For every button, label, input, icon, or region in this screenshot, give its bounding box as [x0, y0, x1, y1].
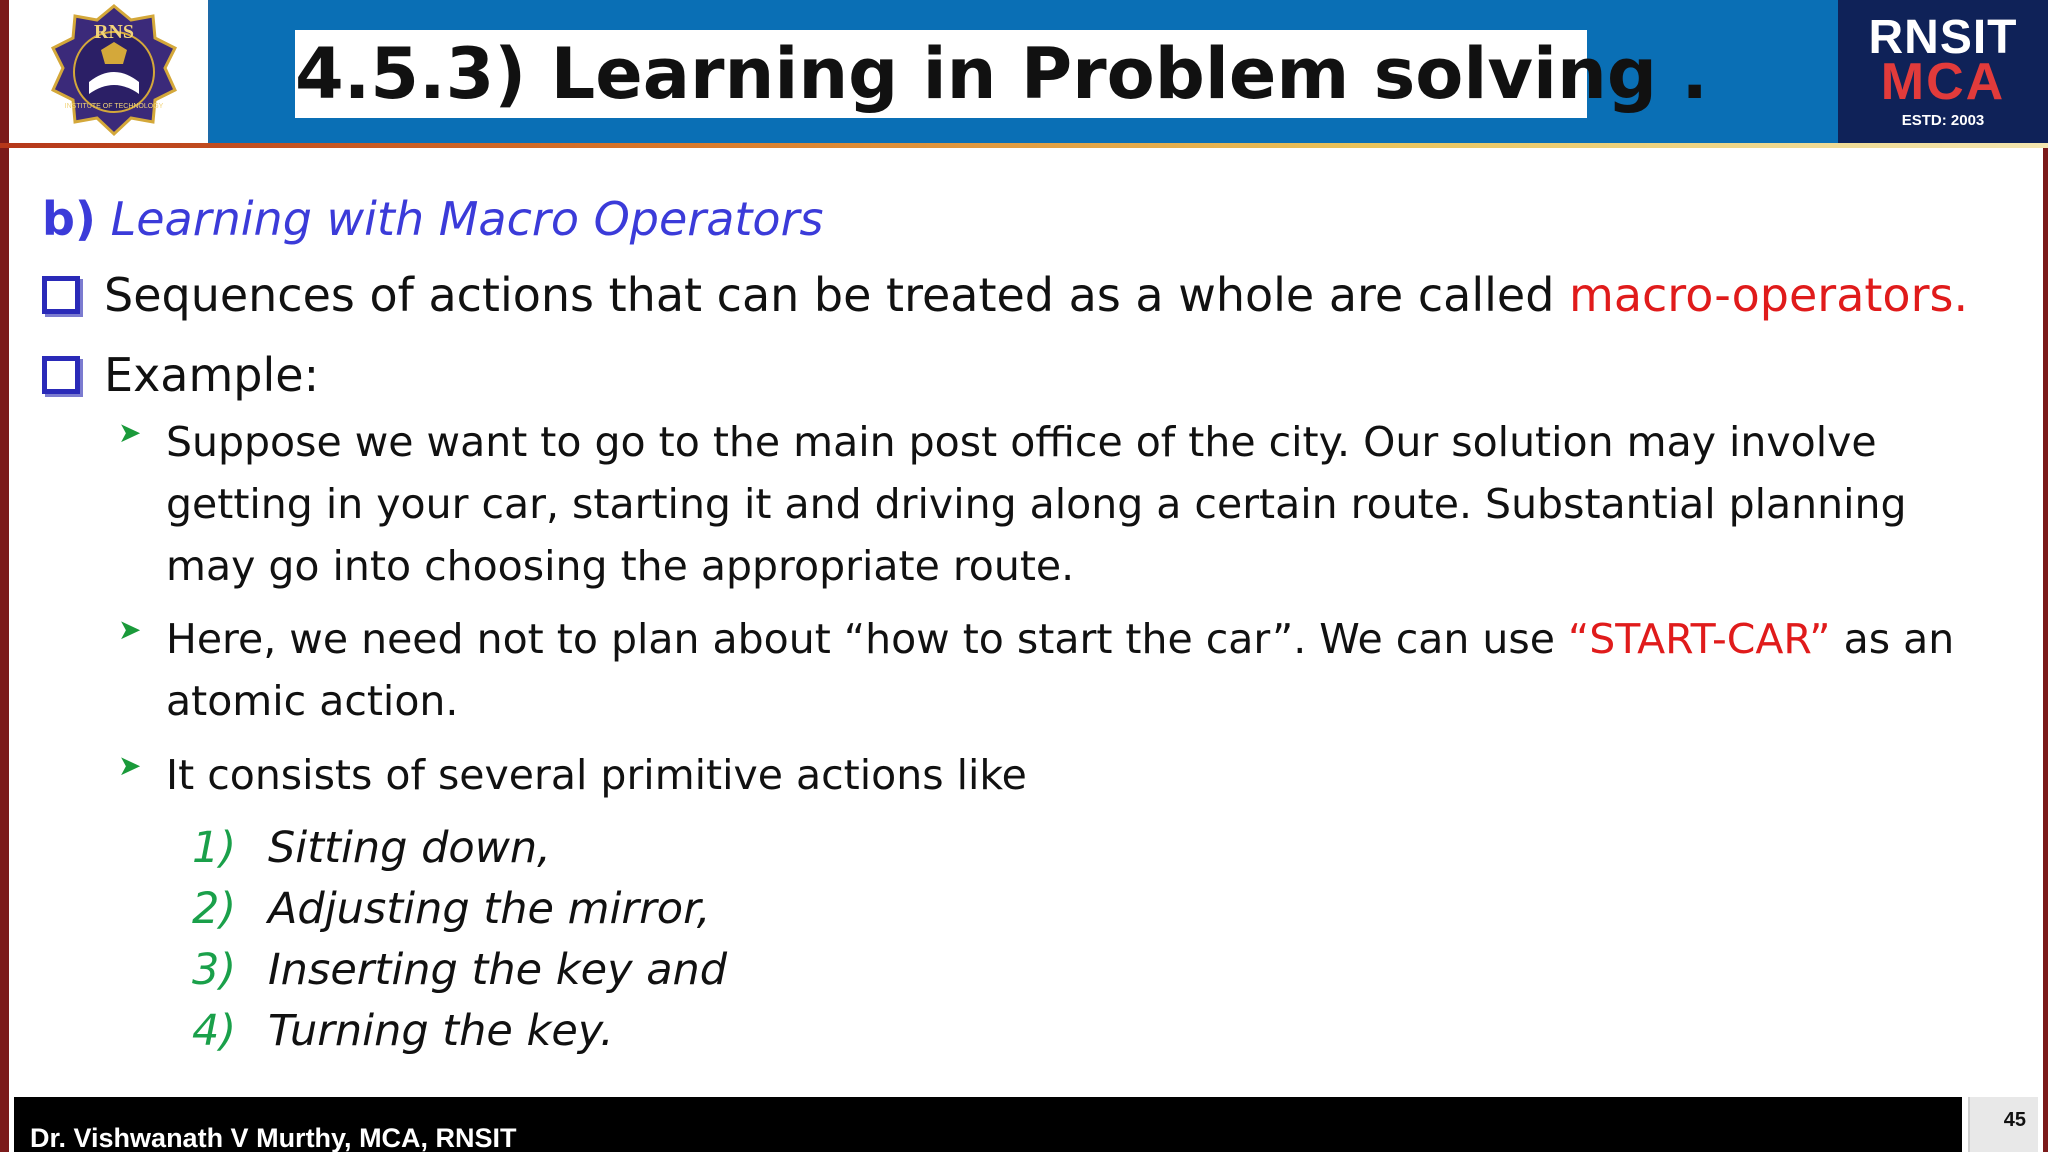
- list-number: 4): [192, 1006, 237, 1056]
- footer-author: Dr. Vishwanath V Murthy, MCA, RNSIT: [30, 1123, 517, 1153]
- page-number: 45: [2003, 1109, 2026, 1131]
- brand-line2: MCA: [1880, 53, 2006, 111]
- sub-bullet-text: Here, we need not to plan about “how to start the car”. We can use: [166, 615, 1568, 663]
- brand-line1: RNSIT: [1868, 11, 2018, 64]
- sub-bullet: [118, 411, 1978, 597]
- numbered-list: [192, 818, 727, 1062]
- bullet-highlight: macro-operators.: [1569, 268, 1969, 322]
- header-divider: [0, 143, 2048, 148]
- sub-bullet-line: getting in your car, starting it and driving along a certain route. Substantial planning: [166, 480, 1907, 528]
- svg-text:RNS: RNS: [93, 21, 135, 43]
- sub-bullet-highlight: “START-CAR”: [1568, 615, 1831, 663]
- section-title: Learning with Macro Operators: [110, 192, 824, 246]
- sub-bullet-text: as an: [1830, 615, 1955, 663]
- arrow-icon: ➤: [118, 416, 142, 449]
- list-item: [192, 1001, 727, 1062]
- right-border: [2043, 0, 2048, 1152]
- rns-seal-icon: [39, 2, 189, 140]
- sub-bullet-line: Suppose we want to go to the main post office of the city. Our solution may involve: [166, 418, 1877, 466]
- institute-logo: [9, 0, 210, 143]
- svg-text:INSTITUTE OF TECHNOLOGY: INSTITUTE OF TECHNOLOGY: [64, 103, 164, 110]
- sub-bullet-line: It consists of several primitive actions like: [166, 751, 1027, 799]
- checkbox-icon: [42, 276, 80, 314]
- footer-bar: [14, 1097, 1962, 1152]
- checkbox-icon: [42, 356, 80, 394]
- sub-bullet-line: may go into choosing the appropriate route.: [166, 542, 1075, 590]
- left-border: [0, 0, 9, 1152]
- bullet-item: [42, 268, 1968, 322]
- arrow-icon: ➤: [118, 613, 142, 646]
- section-letter: b): [42, 192, 96, 246]
- page-title: 4.5.3) Learning in Problem solving .: [295, 33, 1708, 115]
- list-number: 1): [192, 823, 237, 873]
- title-box: [295, 30, 1708, 118]
- list-text: Turning the key.: [268, 1006, 614, 1056]
- bullet-item: [42, 348, 319, 402]
- list-item: [192, 879, 727, 940]
- list-item: [192, 940, 727, 1001]
- list-number: 3): [192, 945, 237, 995]
- list-text: Adjusting the mirror,: [268, 884, 711, 934]
- arrow-icon: ➤: [118, 749, 142, 782]
- list-number: 2): [192, 884, 237, 934]
- brand-estd: ESTD: 2003: [1901, 112, 1985, 129]
- sub-bullet-line: atomic action.: [166, 677, 459, 725]
- sub-bullet: [118, 744, 1978, 806]
- section-heading: [42, 192, 823, 246]
- list-text: Sitting down,: [268, 823, 551, 873]
- list-item: [192, 818, 727, 879]
- list-text: Inserting the key and: [268, 945, 728, 995]
- sub-bullet: [118, 608, 1978, 732]
- brand-logo: [1838, 0, 2048, 143]
- page-number-box: [1968, 1097, 2038, 1152]
- bullet-text: Example:: [104, 348, 320, 402]
- bullet-text: Sequences of actions that can be treated as a whole are called: [104, 268, 1570, 322]
